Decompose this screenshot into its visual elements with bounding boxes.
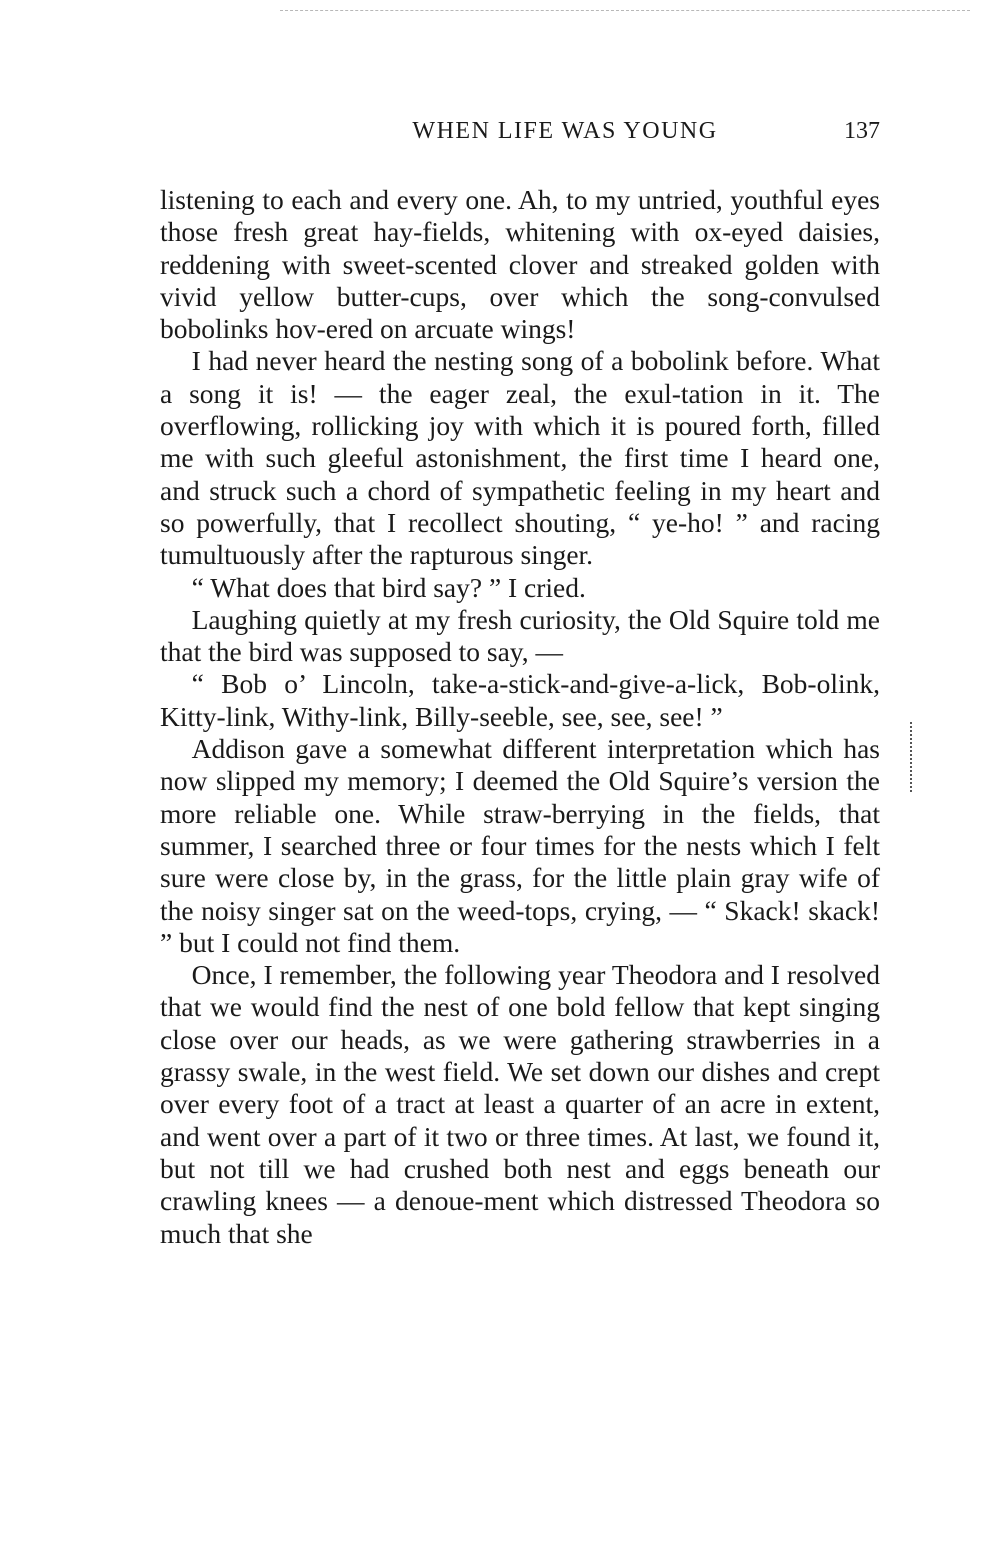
paragraph: “ What does that bird say? ” I cried. [191, 571, 586, 603]
page-number: 137 [844, 118, 880, 144]
body-text [160, 184, 880, 1250]
page-header [160, 113, 880, 149]
paragraph: “ Bob o’ Lincoln, take-a-stick-and-give-a-lick, Bob-olink, Kitty-link, Withy-link, Billy-seeble, see, see, see! ” [160, 668, 880, 732]
margin-mark [910, 722, 915, 792]
paragraph: listening to each and every one. Ah, to my untried, youthful eyes those fresh great hay-fields, whitening with ox-eyed daisies, reddening with sweet-scented clover and streaked golden with vivid yellow butter-cups, over which the song-convulsed bobolinks hov-ered on arcuate wings! [160, 184, 880, 345]
top-edge-rule [280, 10, 970, 11]
paragraph: I had never heard the nesting song of a bobolink before. What a song it is! — the eager zeal, the exul-tation in it. The overflowing, rollicking joy with which it is poured forth, filled me with such gleeful astonishment, the first time I heard one, and struck such a chord of sympathetic feeling in my heart and so powerfully, that I recollect shouting, “ ye-ho! ” and racing tumultuously after the rapturous singer. [160, 345, 880, 571]
paragraph: Once, I remember, the following year Theodora and I resolved that we would find the nest of one bold fellow that kept singing close over our heads, as we were gathering strawberries in a grassy swale, in the west field. We set down our dishes and crept over every foot of a tract at least a quarter of an acre in extent, and went over a part of it two or three times. At last, we found it, but not till we had crushed both nest and eggs beneath our crawling knees — a denoue-ment which distressed Theodora so much that she [160, 959, 880, 1249]
running-title: WHEN LIFE WAS YOUNG [412, 118, 718, 144]
paragraph: Laughing quietly at my fresh curiosity, the Old Squire told me that the bird was supposed to say, — [160, 603, 880, 668]
paragraph: Addison gave a somewhat different interpretation which has now slipped my memory; I deemed the Old Squire’s version the more reliable one. While straw-berrying in the fields, that summer, I searched three or four times for the nests which I felt sure were close by, in the grass, for the little plain gray wife of the noisy singer sat on the weed-tops, crying, — “ Skack! skack! ” but I could not find them. [160, 733, 880, 958]
